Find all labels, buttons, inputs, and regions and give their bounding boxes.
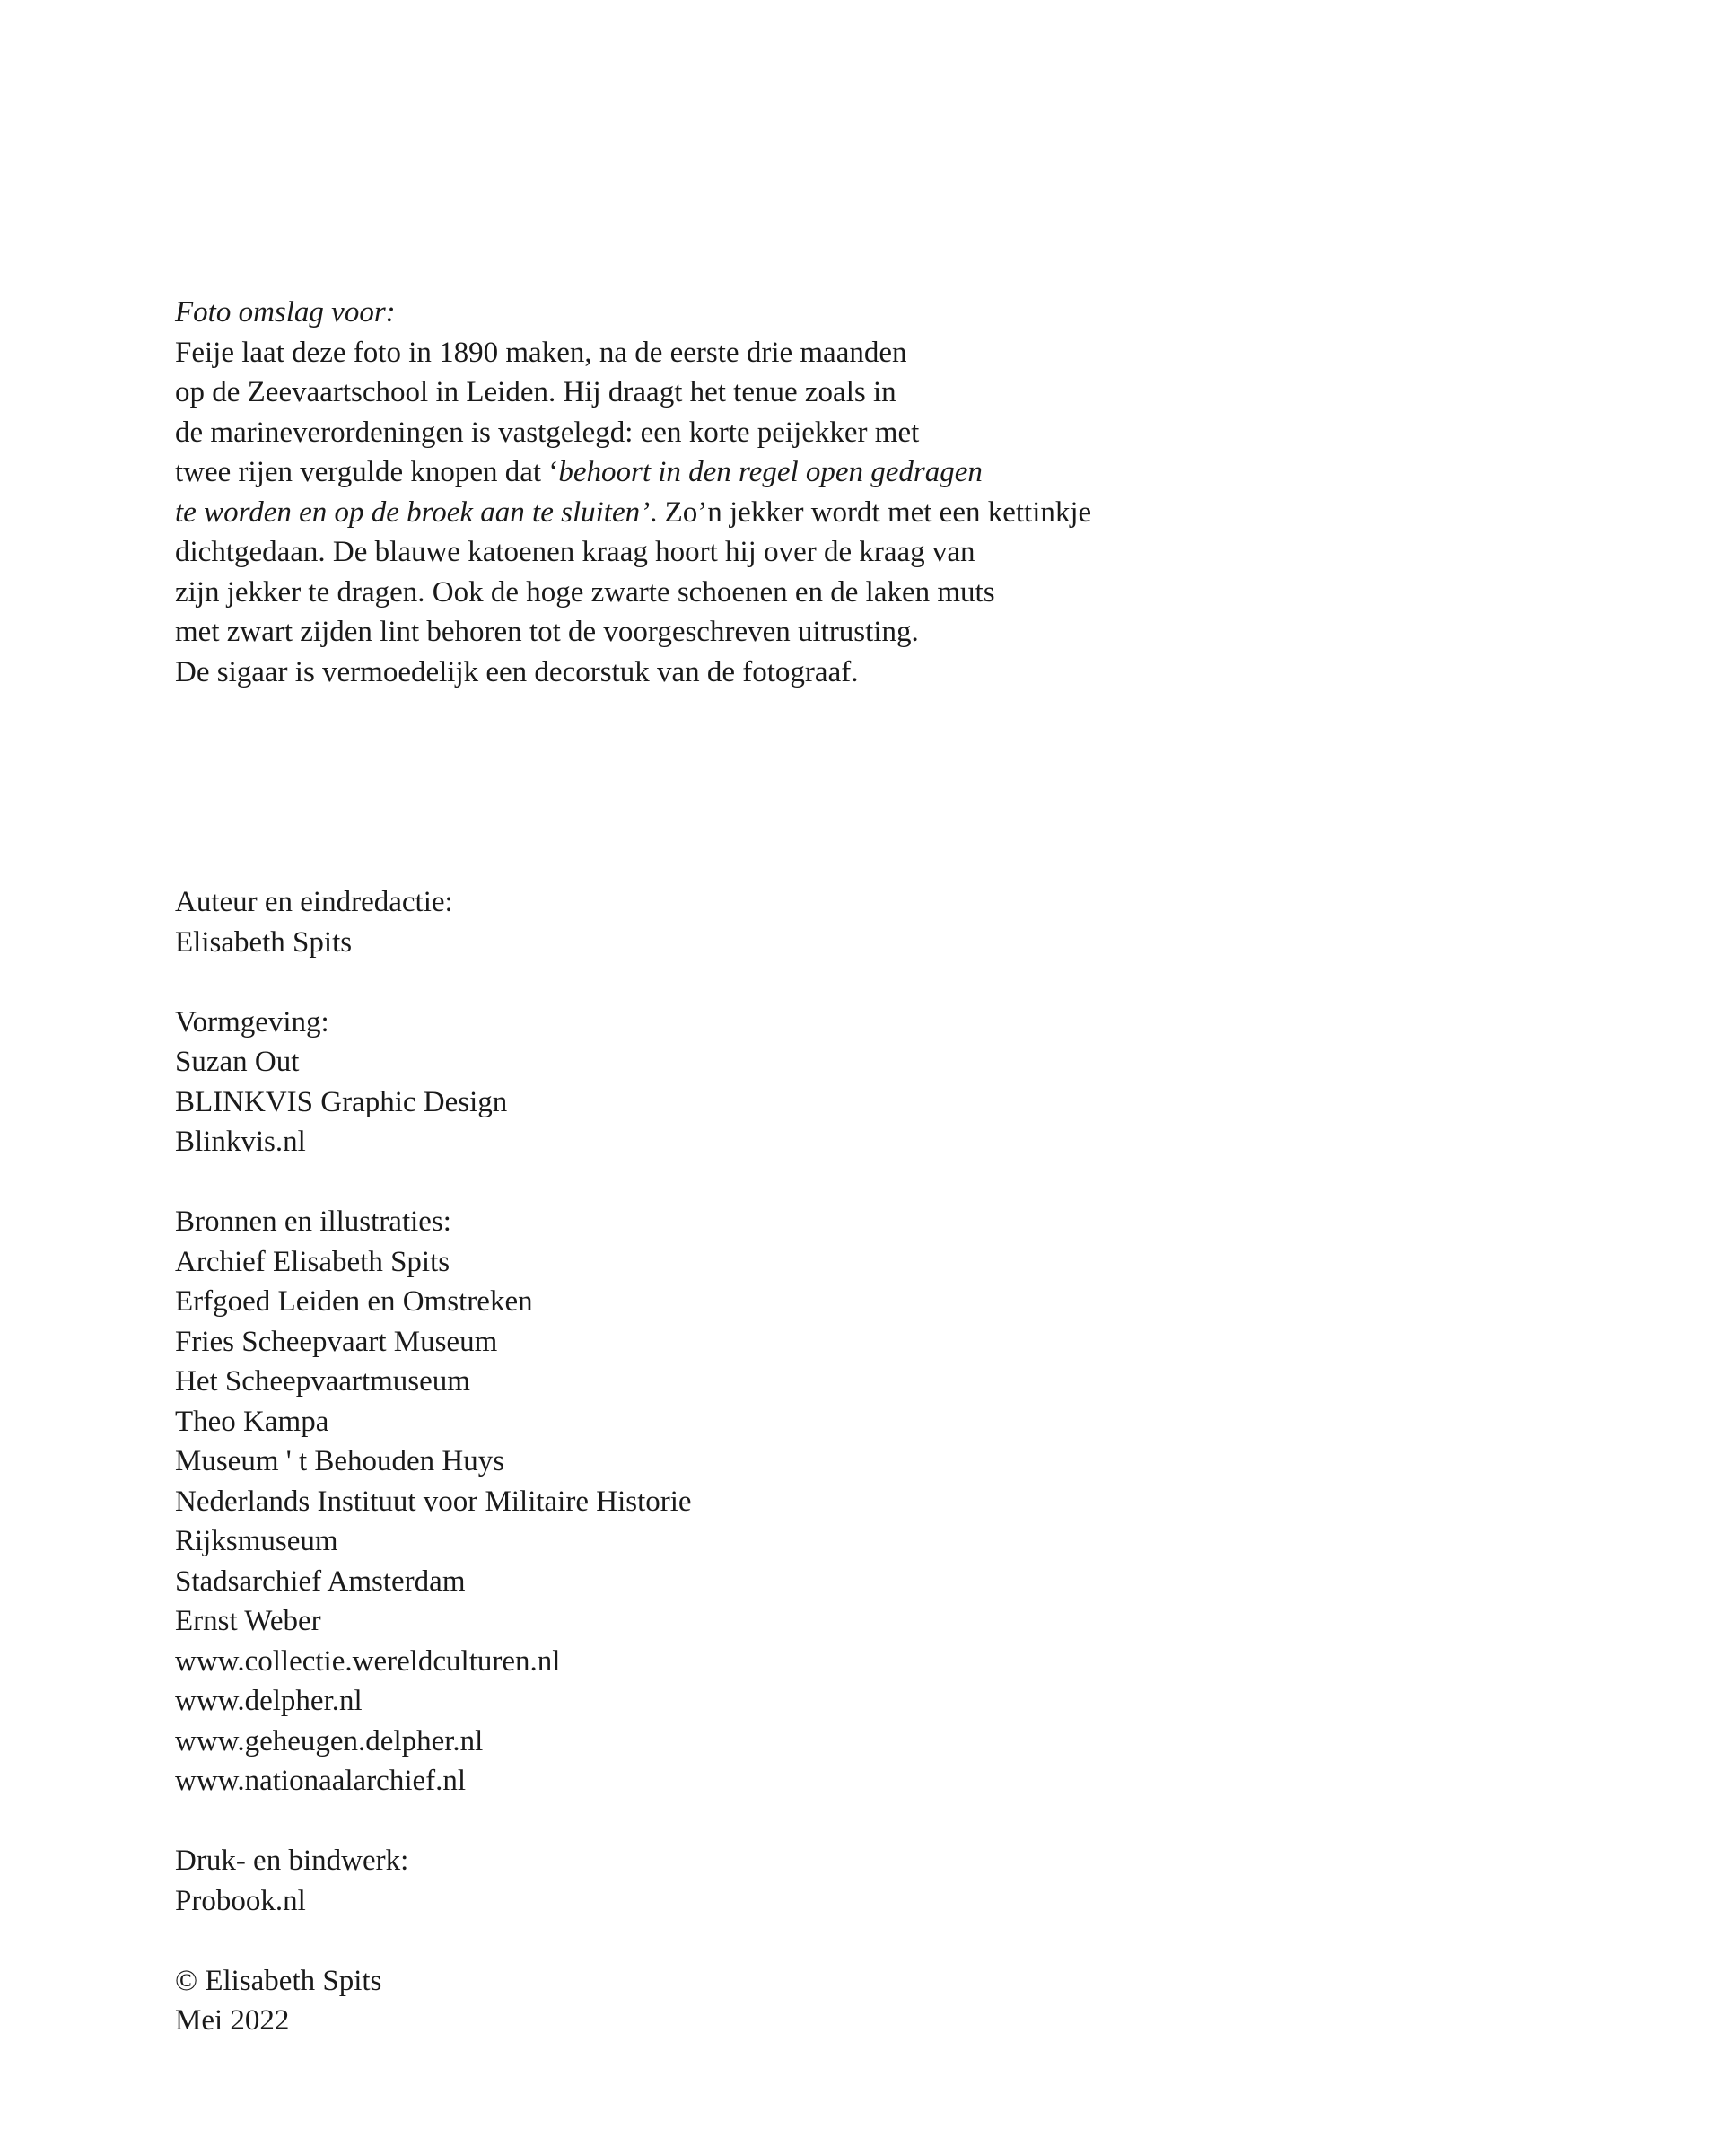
cover-photo-caption <box>175 293 1575 692</box>
caption-quote: te worden en op de broek aan te sluiten’ <box>175 495 651 529</box>
credit-entry: Probook.nl <box>175 1884 306 1917</box>
caption-text: twee rijen vergulde knopen dat ‘ <box>175 456 559 488</box>
colophon <box>175 882 1575 2081</box>
credit-label: Druk- en bindwerk: <box>175 1845 409 1877</box>
credit-sources <box>175 1202 1575 1801</box>
credit-entry: Ernst Weber <box>175 1605 321 1637</box>
caption-text: . Zo’n jekker wordt met een kettinkje <box>650 495 1092 529</box>
credit-entry: www.delpher.nl <box>175 1685 363 1717</box>
caption-line: zijn jekker te dragen. Ook de hoge zwarte schoenen en de laken muts <box>175 575 995 609</box>
credit-entry: www.nationaalarchief.nl <box>175 1765 467 1797</box>
credit-entry: www.geheugen.delpher.nl <box>175 1724 484 1757</box>
caption-heading: Foto omslag voor: <box>175 296 396 329</box>
credit-entry: Blinkvis.nl <box>175 1126 306 1158</box>
credit-entry: Suzan Out <box>175 1046 300 1078</box>
caption-paragraph <box>175 293 1575 692</box>
credit-label: Auteur en eindredactie: <box>175 886 453 918</box>
credit-entry: Stadsarchief Amsterdam <box>175 1564 466 1598</box>
credit-design <box>175 1003 1575 1162</box>
caption-line: dichtgedaan. De blauwe katoenen kraag hoort hij over de kraag van <box>175 536 975 568</box>
credit-label: Vormgeving: <box>175 1005 329 1039</box>
credit-author <box>175 882 1575 962</box>
credit-entry: Fries Scheepvaart Museum <box>175 1325 498 1358</box>
credit-copyright <box>175 1961 1575 2041</box>
credit-entry: Archief Elisabeth Spits <box>175 1245 450 1278</box>
credit-entry: BLINKVIS Graphic Design <box>175 1085 508 1118</box>
caption-line: op de Zeevaartschool in Leiden. Hij draagt het tenue zoals in <box>175 376 896 408</box>
credit-entry: Erfgoed Leiden en Omstreken <box>175 1285 533 1318</box>
caption-line: De sigaar is vermoedelijk een decorstuk van de fotograaf. <box>175 655 859 688</box>
copyright-line: © Elisabeth Spits <box>175 1964 382 1997</box>
credit-print <box>175 1841 1575 1921</box>
credit-label: Bronnen en illustraties: <box>175 1205 451 1238</box>
credit-entry: Nederlands Instituut voor Militaire Historie <box>175 1485 692 1518</box>
credit-entry: Museum ' t Behouden Huys <box>175 1445 505 1477</box>
caption-line <box>175 452 1575 493</box>
caption-line <box>175 493 1575 533</box>
caption-line: Feije laat deze foto in 1890 maken, na de eerste drie maanden <box>175 336 907 369</box>
credit-entry: Rijksmuseum <box>175 1525 338 1557</box>
credit-entry: Het Scheepvaartmuseum <box>175 1365 470 1398</box>
caption-line: met zwart zijden lint behoren tot de voorgeschreven uitrusting. <box>175 616 919 648</box>
credit-entry: www.collectie.wereldculturen.nl <box>175 1644 561 1678</box>
publication-date: Mei 2022 <box>175 2004 290 2037</box>
credit-entry: Elisabeth Spits <box>175 925 353 959</box>
caption-line: de marineverordeningen is vastgelegd: een korte peijekker met <box>175 416 920 449</box>
credit-entry: Theo Kampa <box>175 1405 329 1438</box>
caption-quote: behoort in den regel open gedragen <box>558 456 983 488</box>
